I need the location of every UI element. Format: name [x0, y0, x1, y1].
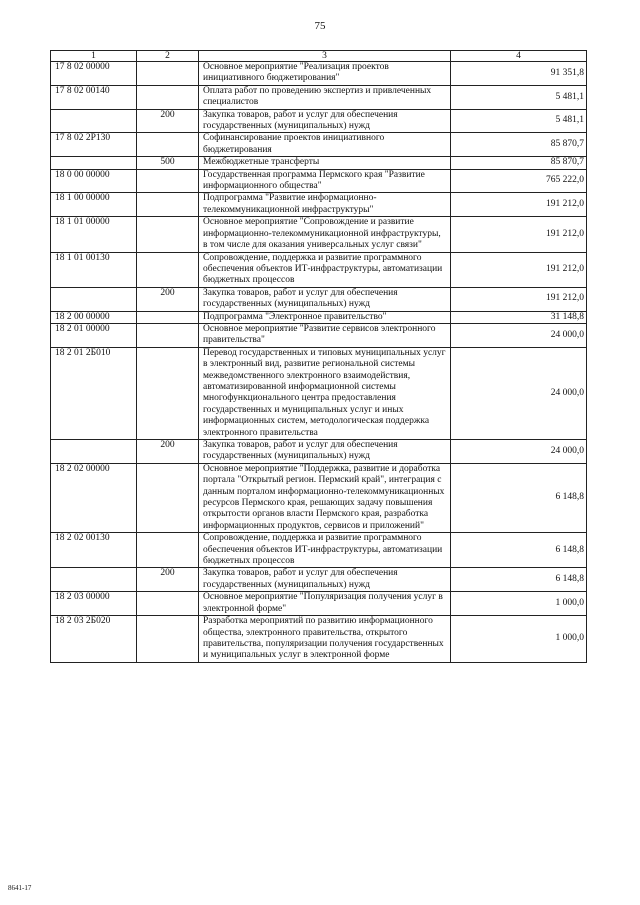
table-row	[51, 62, 587, 86]
row-amount: 91 351,8	[451, 62, 587, 86]
row-description: Сопровождение, поддержка и развитие программного обеспечения объектов ИТ-инфраструктуры, автоматизации бюджетных процессов	[199, 533, 451, 568]
row-code	[51, 157, 137, 169]
table-row	[51, 311, 587, 323]
table-row	[51, 592, 587, 616]
row-amount: 85 870,7	[451, 133, 587, 157]
row-code: 18 2 02 00130	[51, 533, 137, 568]
row-type	[137, 217, 199, 252]
row-description: Сопровождение, поддержка и развитие программного обеспечения объектов ИТ-инфраструктуры, автоматизации бюджетных процессов	[199, 252, 451, 287]
row-type: 500	[137, 157, 199, 169]
row-description: Закупка товаров, работ и услуг для обеспечения государственных (муниципальных) нужд	[199, 109, 451, 133]
row-type	[137, 252, 199, 287]
row-code: 18 2 03 2Б020	[51, 616, 137, 663]
row-amount: 5 481,1	[451, 109, 587, 133]
row-type	[137, 463, 199, 532]
row-code: 18 2 00 00000	[51, 311, 137, 323]
row-type: 200	[137, 568, 199, 592]
table-row	[51, 347, 587, 439]
row-code: 18 2 01 00000	[51, 323, 137, 347]
table-row	[51, 287, 587, 311]
footer-document-code: 8641-17	[8, 884, 32, 892]
table-row	[51, 109, 587, 133]
row-type	[137, 616, 199, 663]
row-amount: 191 212,0	[451, 217, 587, 252]
row-type	[137, 592, 199, 616]
row-amount: 31 148,8	[451, 311, 587, 323]
table-row	[51, 85, 587, 109]
row-code: 18 0 00 00000	[51, 169, 137, 193]
table-row	[51, 217, 587, 252]
row-code	[51, 568, 137, 592]
row-code: 17 8 02 2Р130	[51, 133, 137, 157]
table-row	[51, 252, 587, 287]
column-header-code: 1	[51, 51, 137, 62]
row-amount: 1 000,0	[451, 616, 587, 663]
table-row	[51, 463, 587, 532]
row-code: 17 8 02 00000	[51, 62, 137, 86]
row-code: 18 1 01 00130	[51, 252, 137, 287]
row-amount: 24 000,0	[451, 347, 587, 439]
row-description: Закупка товаров, работ и услуг для обеспечения государственных (муниципальных) нужд	[199, 440, 451, 464]
row-amount: 6 148,8	[451, 568, 587, 592]
row-code: 17 8 02 00140	[51, 85, 137, 109]
row-type: 200	[137, 440, 199, 464]
row-code: 18 1 01 00000	[51, 217, 137, 252]
row-code: 18 2 02 00000	[51, 463, 137, 532]
row-code: 18 1 00 00000	[51, 193, 137, 217]
row-amount: 191 212,0	[451, 287, 587, 311]
row-type	[137, 347, 199, 439]
row-description: Разработка мероприятий по развитию информационного общества, электронного правительства, открытого правительства, популяризации получения государственных и муниципальных услуг в электронной форме	[199, 616, 451, 663]
row-type: 200	[137, 287, 199, 311]
table-row	[51, 193, 587, 217]
row-type	[137, 169, 199, 193]
row-type	[137, 193, 199, 217]
page-number: 75	[314, 20, 326, 32]
row-amount: 24 000,0	[451, 323, 587, 347]
row-amount: 1 000,0	[451, 592, 587, 616]
row-amount: 24 000,0	[451, 440, 587, 464]
table-row	[51, 568, 587, 592]
row-description: Подпрограмма "Электронное правительство"	[199, 311, 451, 323]
row-type	[137, 62, 199, 86]
column-header-description: 3	[199, 51, 451, 62]
row-description: Основное мероприятие "Популяризация получения услуг в электронной форме"	[199, 592, 451, 616]
row-description: Софинансирование проектов инициативного бюджетирования	[199, 133, 451, 157]
row-amount: 191 212,0	[451, 252, 587, 287]
row-description: Основное мероприятие "Сопровождение и развитие информационно-телекоммуникационной инфраструктуры, в том числе для оказания универсальных услуг связи"	[199, 217, 451, 252]
row-type	[137, 133, 199, 157]
column-header-type: 2	[137, 51, 199, 62]
table-header-row	[51, 51, 587, 62]
row-description: Перевод государственных и типовых муниципальных услуг в электронный вид, развитие региональной системы межведомственного электронного взаимодействия, автоматизированной информационной системы многофункционального центра предоставления государственных и муниципальных услуг и иных информационных систем, методологическая поддержка электронного правительства	[199, 347, 451, 439]
row-amount: 765 222,0	[451, 169, 587, 193]
table-row	[51, 616, 587, 663]
budget-table	[50, 50, 587, 663]
column-header-amount: 4	[451, 51, 587, 62]
table-row	[51, 440, 587, 464]
row-description: Оплата работ по проведению экспертиз и привлеченных специалистов	[199, 85, 451, 109]
row-code	[51, 109, 137, 133]
row-description: Основное мероприятие "Поддержка, развитие и доработка портала "Открытый регион. Пермский край", интеграция с данным порталом информационно-телекоммуникационных ресурсов Пермского края, решающих задачу повышения открытости органов власти Пермского края, разработка информационных продуктов, сервисов и приложений"	[199, 463, 451, 532]
row-description: Основное мероприятие "Развитие сервисов электронного правительства"	[199, 323, 451, 347]
row-type	[137, 85, 199, 109]
row-description: Межбюджетные трансферты	[199, 157, 451, 169]
table-row	[51, 323, 587, 347]
table-row	[51, 169, 587, 193]
row-amount: 85 870,7	[451, 157, 587, 169]
row-code: 18 2 03 00000	[51, 592, 137, 616]
row-type: 200	[137, 109, 199, 133]
row-amount: 191 212,0	[451, 193, 587, 217]
row-description: Закупка товаров, работ и услуг для обеспечения государственных (муниципальных) нужд	[199, 287, 451, 311]
row-code	[51, 440, 137, 464]
table-row	[51, 133, 587, 157]
table-row	[51, 533, 587, 568]
row-amount: 5 481,1	[451, 85, 587, 109]
row-type	[137, 533, 199, 568]
row-description: Основное мероприятие "Реализация проектов инициативного бюджетирования"	[199, 62, 451, 86]
row-amount: 6 148,8	[451, 463, 587, 532]
row-code: 18 2 01 2Б010	[51, 347, 137, 439]
row-type	[137, 323, 199, 347]
row-description: Государственная программа Пермского края "Развитие информационного общества"	[199, 169, 451, 193]
row-amount: 6 148,8	[451, 533, 587, 568]
table-row	[51, 157, 587, 169]
row-code	[51, 287, 137, 311]
row-type	[137, 311, 199, 323]
row-description: Подпрограмма "Развитие информационно-телекоммуникационной инфраструктуры"	[199, 193, 451, 217]
row-description: Закупка товаров, работ и услуг для обеспечения государственных (муниципальных) нужд	[199, 568, 451, 592]
